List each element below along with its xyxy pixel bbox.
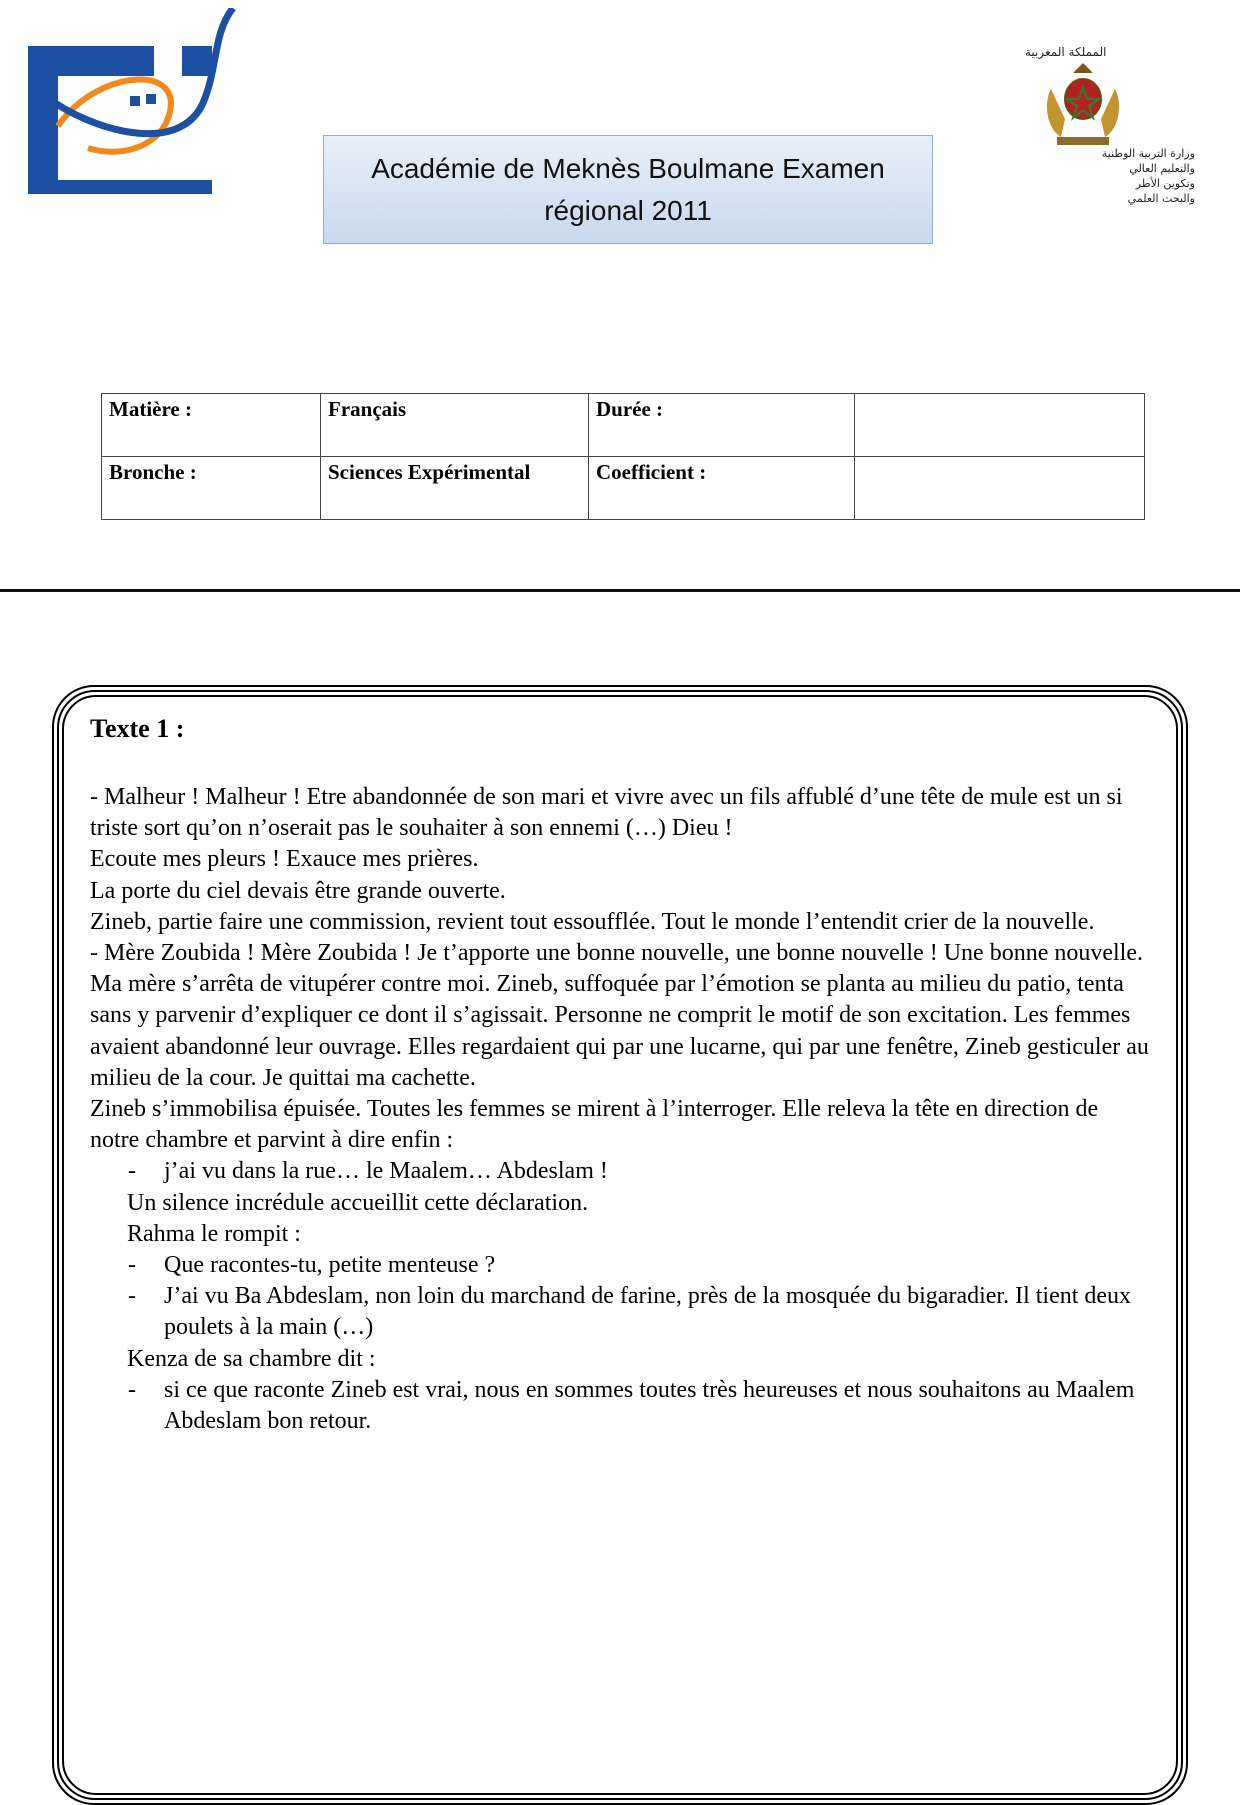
text-heading: Texte 1 : [90, 714, 185, 743]
duration-value [855, 394, 1145, 457]
ministry-line-4: والبحث العلمي [1127, 192, 1195, 205]
dash-bullet: - [128, 1158, 136, 1185]
dialogue-text: j’ai vu dans la rue… le Maalem… Abdeslam ! [164, 1158, 608, 1185]
branch-value: Sciences Expérimental [321, 457, 589, 520]
narration-line: Kenza de sa chambre dit : [127, 1345, 376, 1372]
academy-logo [28, 8, 238, 194]
coat-of-arms-icon [1037, 59, 1129, 149]
subject-label: Matière : [102, 394, 321, 457]
ministry-emblem [975, 45, 1205, 215]
paragraph: Zineb s’immobilisa épuisée. Toutes les femmes se mirent à l’interroger. Elle releva la tête en direction de notre chambre et parvint à dire enfin : [90, 1096, 1099, 1154]
dialogue-item [90, 1281, 1150, 1343]
dialogue-text: si ce que raconte Zineb est vrai, nous en sommes toutes très heureuses et nous souhaitons au Maalem Abdeslam bon retour. [164, 1376, 1135, 1435]
duration-label: Durée : [589, 394, 855, 457]
paragraph: - Mère Zoubida ! Mère Zoubida ! Je t’apporte une bonne nouvelle, une bonne nouvelle ! Une bonne nouvelle. [90, 940, 1143, 967]
narration-line: Rahma le rompit : [127, 1220, 301, 1247]
paragraph: La porte du ciel devais être grande ouverte. [90, 877, 506, 904]
dash-bullet: - [128, 1283, 136, 1310]
ministry-line-1: وزارة التربية الوطنية [1101, 147, 1195, 160]
branch-label: Bronche : [102, 457, 321, 520]
table-row [102, 457, 1145, 520]
narration-line: Un silence incrédule accueillit cette déclaration. [127, 1189, 589, 1216]
text-body [90, 782, 1150, 1437]
exam-info-table [101, 393, 1145, 520]
horizontal-divider [0, 589, 1240, 592]
dialogue-text: Que racontes-tu, petite menteuse ? [164, 1252, 496, 1279]
kingdom-label: المملكة المغربية [1025, 45, 1107, 59]
paragraph: Zineb, partie faire une commission, revient tout essoufflée. Tout le monde l’entendit crier de la nouvelle. [90, 908, 1095, 935]
dash-bullet: - [128, 1252, 136, 1279]
paragraph: - Malheur ! Malheur ! Etre abandonnée de son mari et vivre avec un fils affublé d’une tête de mule est un si triste sort qu’on n’oserait pas le souhaiter à son ennemi (…) Dieu ! [90, 784, 1123, 842]
ministry-line-3: وتكوين الأطر [1135, 177, 1195, 190]
exam-title: Académie de Meknès Boulmane Examen régional 2011 [371, 152, 885, 226]
table-row [102, 394, 1145, 457]
dialogue-item [90, 1250, 1150, 1281]
dash-bullet: - [128, 1376, 136, 1403]
dialogue-item [90, 1375, 1150, 1437]
dialogue-item [90, 1156, 1150, 1187]
paragraph: Ma mère s’arrêta de vitupérer contre moi. Zineb, suffoquée par l’émotion se planta au milieu du patio, tenta sans y parvenir d’expliquer ce dont il s’agissait. Personne ne comprit le motif de son excitation. Les femmes avaient abandonné leur ouvrage. Elles regardaient qui par une lucarne, qui par une fenêtre, Zineb gesticuler au milieu de la cour. Je quittai ma cachette. [90, 971, 1149, 1091]
logo-frame [28, 46, 212, 194]
coefficient-value [855, 457, 1145, 520]
paragraph: Ecoute mes pleurs ! Exauce mes prières. [90, 846, 479, 873]
dialogue-text: J’ai vu Ba Abdeslam, non loin du marchand de farine, près de la mosquée du bigaradier. Il tient deux poulets à la main (…) [164, 1283, 1132, 1341]
subject-value: Français [321, 394, 589, 457]
ministry-line-2: والتعليم العالي [1129, 162, 1195, 175]
coefficient-label: Coefficient : [589, 457, 855, 520]
title-banner [323, 135, 933, 244]
